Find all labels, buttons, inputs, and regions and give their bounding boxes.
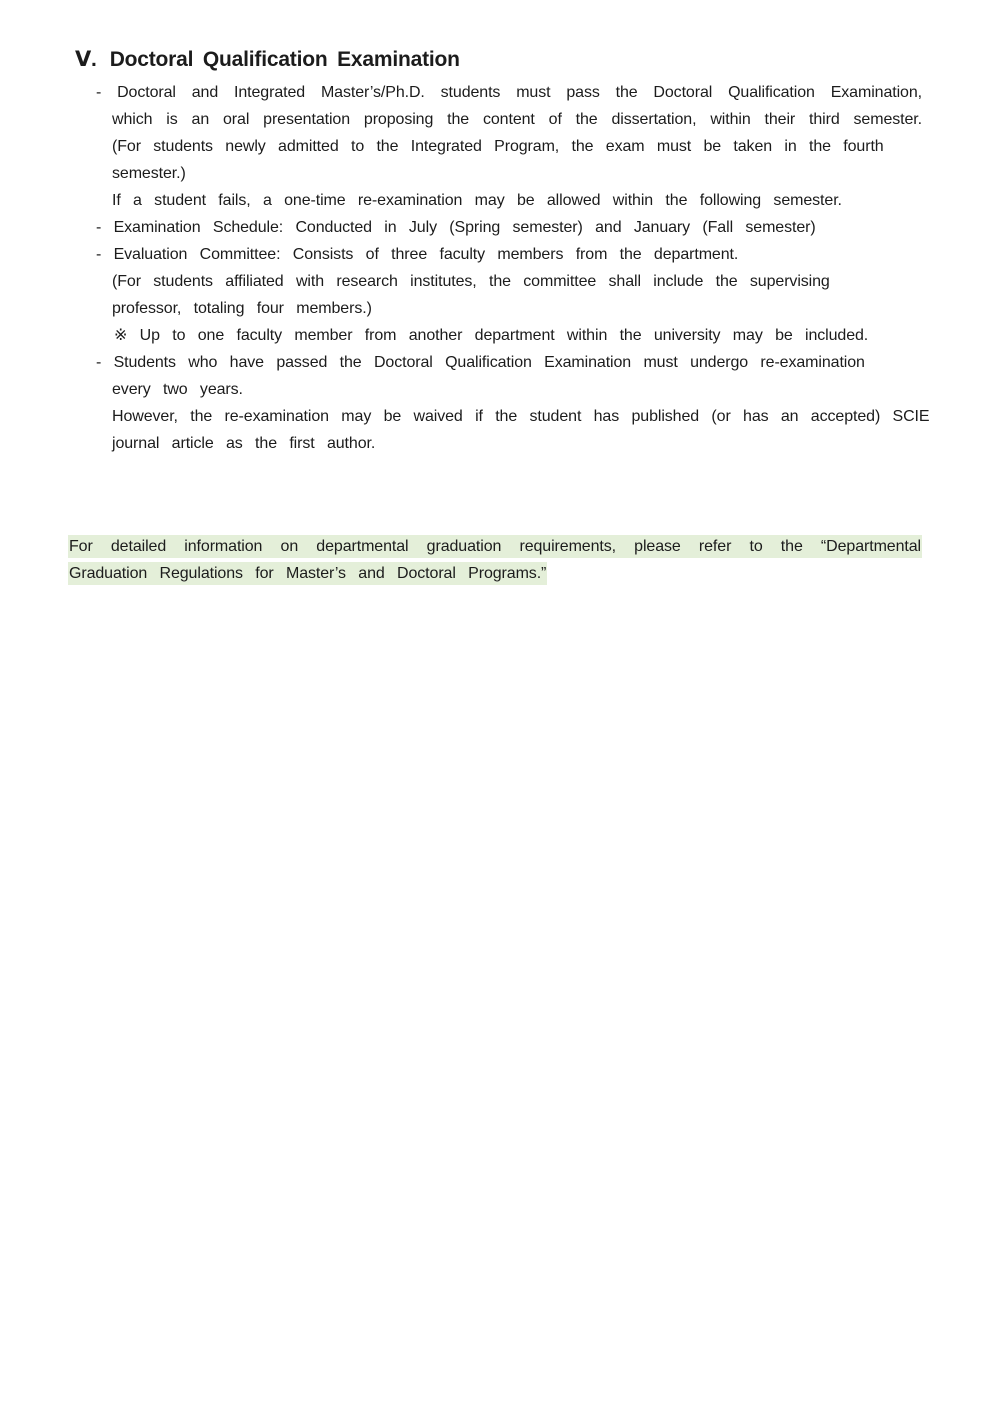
note-paragraph [0,533,992,587]
body-line: - Doctoral and Integrated Master’s/Ph.D. students must pass the Doctoral Qualification Examination, [96,84,922,101]
note-line [68,560,922,587]
body-line: - Examination Schedule: Conducted in July (Spring semester) and January (Fall semester) [96,219,816,236]
body-line: - Students who have passed the Doctoral Qualification Examination must undergo re-examination [96,354,865,371]
body-line: semester.) [112,165,186,182]
body-line: which is an oral presentation proposing the content of the dissertation, within their third semester. [112,111,922,128]
body-line: professor, totaling four members.) [112,300,372,317]
highlighted-text: Graduation Regulations for Master’s and Doctoral Programs.” [68,562,547,585]
section-number: Ⅴ. [75,48,97,71]
body-line: - Evaluation Committee: Consists of three faculty members from the department. [96,246,739,263]
section-title: Doctoral Qualification Examination [109,48,460,71]
body-line: every two years. [112,381,243,398]
body-line-reference-mark: ※ Up to one faculty member from another department within the university may be included. [114,327,869,344]
section-body [0,79,992,457]
body-line: journal article as the first author. [112,435,376,452]
body-line: If a student fails, a one-time re-examination may be allowed within the following semester. [112,192,842,209]
body-line: However, the re-examination may be waived if the student has published (or has an accepted) SCIE [112,408,930,425]
highlighted-text: For detailed information on departmental graduation requirements, please refer to the “Departmental [68,535,922,558]
note-line [68,533,922,560]
body-line: (For students affiliated with research institutes, the committee shall include the supervising [112,273,830,290]
body-line: (For students newly admitted to the Integrated Program, the exam must be taken in the fourth [112,138,884,155]
section-heading [75,47,922,73]
